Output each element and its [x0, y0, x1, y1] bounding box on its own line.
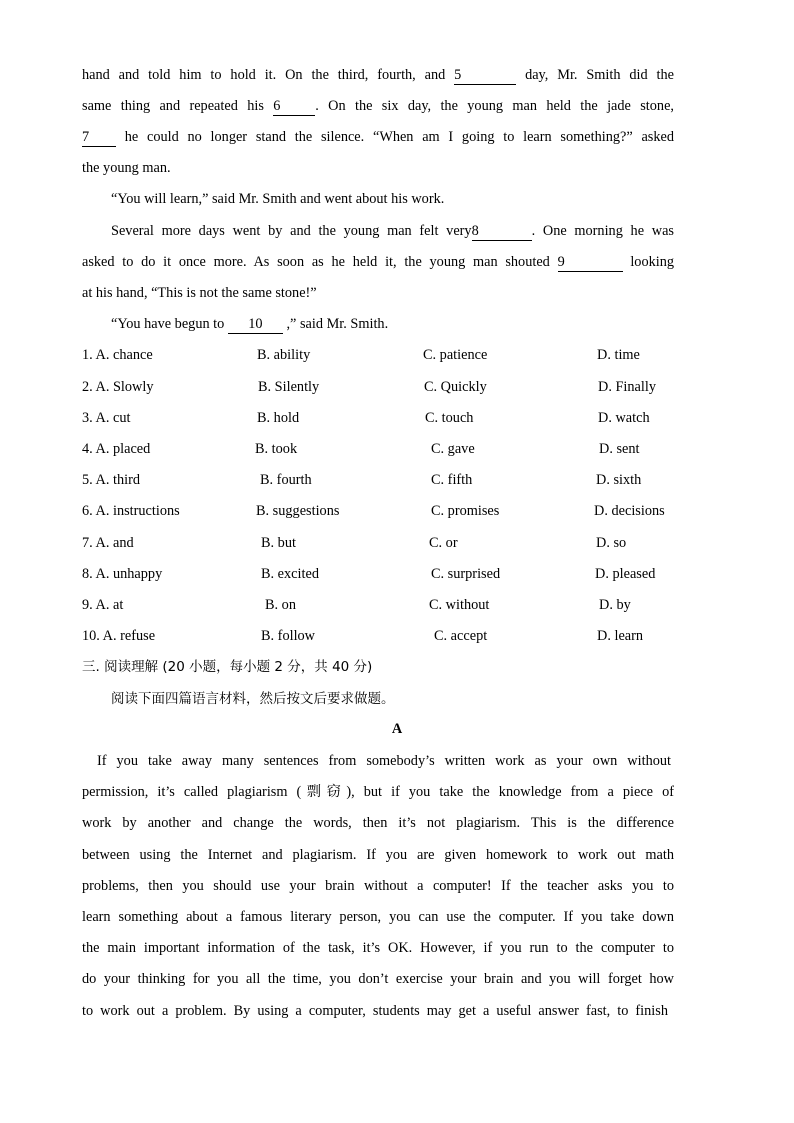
q8-option-c[interactable]: C. surprised — [431, 566, 501, 582]
q7-option-a[interactable]: 7. A. and — [82, 535, 134, 551]
q8-option-d[interactable]: D. pleased — [595, 566, 656, 582]
q2-option-b[interactable]: B. Silently — [258, 379, 320, 395]
passage-line-4: the young man. — [82, 160, 171, 176]
passage-line-8: at his hand, “This is not the same stone!” — [82, 285, 317, 301]
blank-7: 7 — [82, 129, 116, 147]
blank-10: 10 — [228, 316, 283, 334]
reading-line-1: If you take away many sentences from somebody’s written work as your own without — [97, 753, 671, 769]
passage-line-1: hand and told him to hold it. On the third, fourth, and 5 day, Mr. Smith did the — [82, 67, 675, 83]
q4-option-b[interactable]: B. took — [255, 441, 298, 457]
q5-option-b[interactable]: B. fourth — [260, 472, 312, 488]
reading-line-2: permission, it’s called plagiarism (剽窃), but if you take the knowledge from a piece of — [82, 784, 674, 800]
q10-option-b[interactable]: B. follow — [261, 628, 316, 644]
q9-option-b[interactable]: B. on — [265, 597, 296, 613]
passage-label: A — [391, 721, 403, 737]
q9-option-a[interactable]: 9. A. at — [82, 597, 124, 613]
q10-option-a[interactable]: 10. A. refuse — [82, 628, 156, 644]
q4-option-a[interactable]: 4. A. placed — [82, 441, 151, 457]
reading-line-3: work by another and change the words, then it’s not plagiarism. This is the difference — [82, 815, 674, 831]
q4-option-c[interactable]: C. gave — [431, 441, 475, 457]
q9-option-d[interactable]: D. by — [599, 597, 631, 613]
section-instruction: 阅读下面四篇语言材料，然后按文后要求做题。 — [111, 691, 395, 707]
q5-option-a[interactable]: 5. A. third — [82, 472, 140, 488]
q4-option-d[interactable]: D. sent — [599, 441, 640, 457]
q6-option-b[interactable]: B. suggestions — [256, 503, 340, 519]
q8-option-b[interactable]: B. excited — [261, 566, 319, 582]
q6-option-c[interactable]: C. promises — [431, 503, 500, 519]
q6-option-d[interactable]: D. decisions — [594, 503, 665, 519]
q1-option-a[interactable]: 1. A. chance — [82, 347, 153, 363]
q8-option-a[interactable]: 8. A. unhappy — [82, 566, 163, 582]
section-heading: 三. 阅读理解 (20 小题，每小题 2 分，共 40 分) — [82, 659, 373, 675]
reading-line-9: to work out a problem. By using a computer, students may get a useful answer fast, to finish — [82, 1003, 668, 1019]
q7-option-b[interactable]: B. but — [261, 535, 296, 551]
q9-option-c[interactable]: C. without — [429, 597, 490, 613]
blank-8: 8 — [472, 223, 532, 241]
q10-option-d[interactable]: D. learn — [597, 628, 644, 644]
q7-option-c[interactable]: C. or — [429, 535, 458, 551]
passage-line-9: “You have begun to 10 ,” said Mr. Smith. — [111, 316, 389, 332]
blank-9: 9 — [558, 254, 623, 272]
blank-5: 5 — [454, 67, 516, 85]
q5-option-d[interactable]: D. sixth — [596, 472, 642, 488]
q1-option-b[interactable]: B. ability — [257, 347, 311, 363]
q3-option-b[interactable]: B. hold — [257, 410, 300, 426]
passage-line-2: same thing and repeated his 6 . On the six day, the young man held the jade stone, — [82, 98, 674, 114]
q3-option-c[interactable]: C. touch — [425, 410, 474, 426]
q3-option-a[interactable]: 3. A. cut — [82, 410, 131, 426]
q6-option-a[interactable]: 6. A. instructions — [82, 503, 180, 519]
q1-option-c[interactable]: C. patience — [423, 347, 488, 363]
q3-option-d[interactable]: D. watch — [598, 410, 650, 426]
reading-line-6: learn something about a famous literary person, you can use the computer. If you take down — [82, 909, 674, 925]
reading-line-8: do your thinking for you all the time, you don’t exercise your brain and you will forget how — [82, 971, 674, 987]
passage-line-7: asked to do it once more. As soon as he held it, the young man shouted 9 looking — [82, 254, 675, 270]
passage-line-3: 7 he could no longer stand the silence. “When am I going to learn something?” asked — [82, 129, 674, 145]
blank-6: 6 — [273, 98, 315, 116]
q10-option-c[interactable]: C. accept — [434, 628, 488, 644]
reading-line-4: between using the Internet and plagiarism. If you are given homework to work out math — [82, 847, 674, 863]
q7-option-d[interactable]: D. so — [596, 535, 627, 551]
reading-line-7: the main important information of the task, it’s OK. However, if you run to the computer to — [82, 940, 674, 956]
passage-line-5: “You will learn,” said Mr. Smith and went about his work. — [111, 191, 445, 207]
q5-option-c[interactable]: C. fifth — [431, 472, 473, 488]
q2-option-d[interactable]: D. Finally — [598, 379, 656, 395]
q2-option-c[interactable]: C. Quickly — [424, 379, 487, 395]
reading-line-5: problems, then you should use your brain without a computer! If the teacher asks you to — [82, 878, 674, 894]
q1-option-d[interactable]: D. time — [597, 347, 640, 363]
q2-option-a[interactable]: 2. A. Slowly — [82, 379, 154, 395]
passage-line-6: Several more days went by and the young man felt very8 . One morning he was — [111, 223, 674, 239]
